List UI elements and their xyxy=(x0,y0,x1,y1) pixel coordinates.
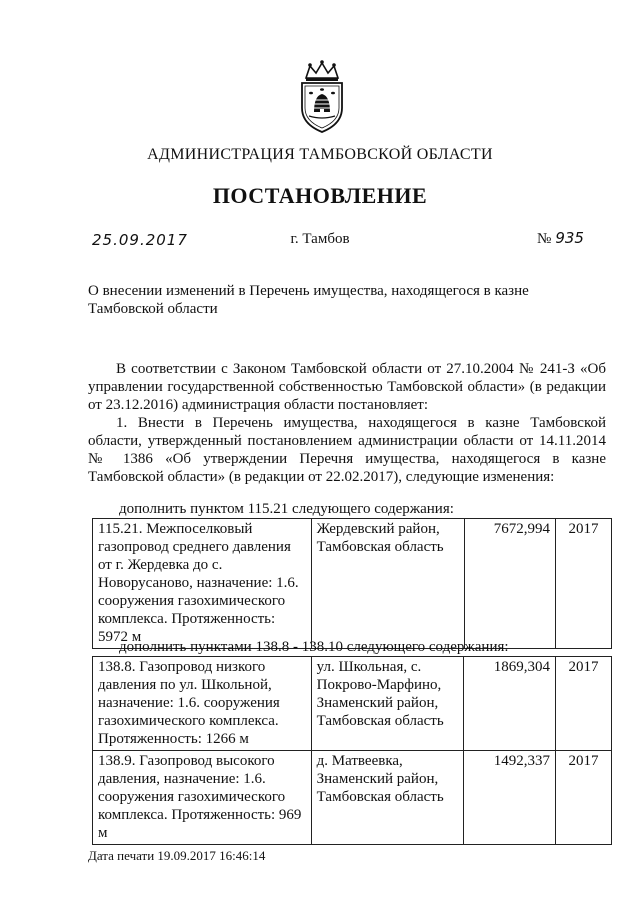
property-year-cell: 2017 xyxy=(555,751,611,845)
section-1-lead: дополнить пунктом 115.21 следующего содержания: xyxy=(119,501,454,517)
property-year-cell: 2017 xyxy=(555,519,611,649)
property-value-cell: 1869,304 xyxy=(464,657,555,751)
document-body xyxy=(88,360,606,486)
section-2-lead: дополнить пунктами 138.8 - 138.10 следующего содержания: xyxy=(119,639,509,655)
property-value-cell: 1492,337 xyxy=(464,751,555,845)
document-date: 25.09.2017 xyxy=(92,231,188,249)
property-location-cell: Жердевский район, Тамбовская область xyxy=(311,519,464,649)
property-location-cell: д. Матвеевка, Знаменский район, Тамбовская область xyxy=(311,751,464,845)
property-table-1 xyxy=(92,518,612,649)
property-value-cell: 7672,994 xyxy=(464,519,555,649)
property-name-cell: 115.21. Межпоселковый газопровод среднего давления от г. Жердевка до с. Новорусаново, назначение: 1.6. сооружения газохимического комплекса. Протяженность: 5972 м xyxy=(93,519,312,649)
document-type-title: ПОСТАНОВЛЕНИЕ xyxy=(212,183,428,208)
print-date-footer: Дата печати 19.09.2017 16:46:14 xyxy=(88,848,266,863)
table-row xyxy=(93,751,612,845)
document-number xyxy=(537,229,584,248)
coat-of-arms-icon xyxy=(296,60,348,134)
property-name-cell: 138.8. Газопровод низкого давления по ул. Школьной, назначение: 1.6. сооружения газохимического комплекса. Протяженность: 1266 м xyxy=(93,657,312,751)
table-row xyxy=(93,519,612,649)
property-name-cell: 138.9. Газопровод высокого давления, назначение: 1.6. сооружения газохимического комплекса. Протяженность: 969 м xyxy=(93,751,312,845)
table-row xyxy=(93,657,612,751)
property-table-2 xyxy=(92,656,612,845)
document-city: г. Тамбов xyxy=(290,231,350,247)
number-prefix: № xyxy=(537,231,552,247)
preamble-paragraph: В соответствии с Законом Тамбовской области от 27.10.2004 № 241-З «Об управлении государственной собственностью Тамбовской области» (в редакции от 23.12.2016) администрация области постановляет: xyxy=(88,361,606,413)
property-location-cell: ул. Школьная, с. Покрово-Марфино, Знаменский район, Тамбовская область xyxy=(311,657,464,751)
organization-name: АДМИНИСТРАЦИЯ ТАМБОВСКОЙ ОБЛАСТИ xyxy=(147,146,493,163)
item-1-paragraph: 1. Внести в Перечень имущества, находящегося в казне Тамбовской области, утвержденный постановлением администрации области от 14.11.2014 № 1386 «Об утверждении Перечня имущества, находящегося в казне Тамбовской области» (в редакции от 22.02.2017), следующие изменения: xyxy=(88,415,606,485)
document-subject: О внесении изменений в Перечень имущества, находящегося в казне Тамбовской области xyxy=(88,283,529,317)
property-year-cell: 2017 xyxy=(555,657,611,751)
number-value: 935 xyxy=(555,229,584,247)
